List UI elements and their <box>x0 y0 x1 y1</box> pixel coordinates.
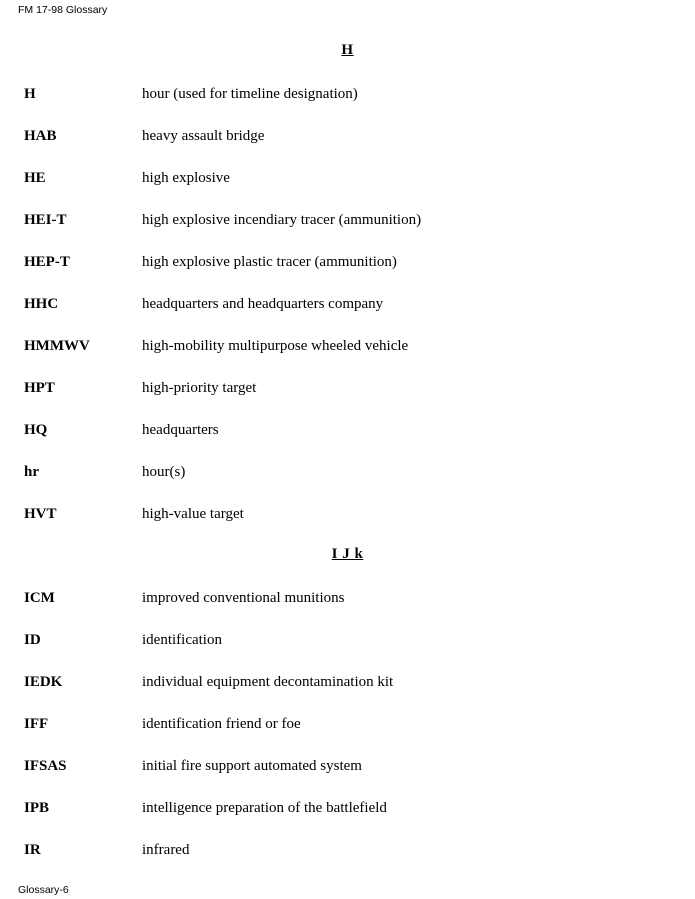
glossary-entry <box>24 294 684 314</box>
definition: hour (used for timeline designation) <box>142 86 358 102</box>
glossary-entry <box>24 252 684 272</box>
section-heading-h: H <box>341 42 354 58</box>
definition: infrared <box>142 842 190 858</box>
abbreviation: H <box>24 86 36 102</box>
definition: headquarters <box>142 422 219 438</box>
glossary-entry <box>24 588 684 608</box>
glossary-entry <box>24 168 684 188</box>
abbreviation: IFF <box>24 716 49 732</box>
definition: initial fire support automated system <box>142 758 362 774</box>
abbreviation: HMMWV <box>24 338 90 354</box>
definition: heavy assault bridge <box>142 128 265 144</box>
abbreviation: IEDK <box>24 674 63 690</box>
definition: high explosive <box>142 170 230 186</box>
abbreviation: HHC <box>24 296 59 312</box>
definition: high explosive incendiary tracer (ammunition) <box>142 212 422 228</box>
page-footer: Glossary-6 <box>18 884 69 896</box>
abbreviation: HQ <box>24 422 48 438</box>
definition: individual equipment decontamination kit <box>142 674 394 690</box>
definition: high-mobility multipurpose wheeled vehicle <box>142 338 409 354</box>
glossary-entry <box>24 126 684 146</box>
glossary-entry <box>24 798 684 818</box>
abbreviation: ID <box>24 632 41 648</box>
definition: hour(s) <box>142 464 186 480</box>
abbreviation: HPT <box>24 380 55 396</box>
glossary-entry <box>24 84 684 104</box>
definition: identification <box>142 632 222 648</box>
definition: headquarters and headquarters company <box>142 296 384 312</box>
glossary-entry <box>24 630 684 650</box>
glossary-entry <box>24 336 684 356</box>
section-heading-ijk: I J k <box>331 546 364 562</box>
abbreviation: HEP-T <box>24 254 70 270</box>
abbreviation: HE <box>24 170 46 186</box>
glossary-entry <box>24 378 684 398</box>
definition: high explosive plastic tracer (ammunition) <box>142 254 397 270</box>
glossary-entry <box>24 756 684 776</box>
glossary-entry <box>24 714 684 734</box>
glossary-entry <box>24 672 684 692</box>
glossary-entry <box>24 420 684 440</box>
abbreviation: HVT <box>24 506 57 522</box>
glossary-entry <box>24 504 684 524</box>
glossary-entry <box>24 210 684 230</box>
abbreviation: HEI-T <box>24 212 67 228</box>
abbreviation: ICM <box>24 590 55 606</box>
page-header: FM 17-98 Glossary <box>18 4 108 16</box>
definition: high-priority target <box>142 380 257 396</box>
abbreviation: HAB <box>24 128 57 144</box>
definition: identification friend or foe <box>142 716 301 732</box>
abbreviation: IFSAS <box>24 758 67 774</box>
abbreviation: hr <box>24 464 39 480</box>
definition: high-value target <box>142 506 244 522</box>
abbreviation: IPB <box>24 800 50 816</box>
glossary-entry <box>24 840 684 860</box>
glossary-entry <box>24 462 684 482</box>
definition: intelligence preparation of the battlefield <box>142 800 387 816</box>
abbreviation: IR <box>24 842 41 858</box>
definition: improved conventional munitions <box>142 590 345 606</box>
